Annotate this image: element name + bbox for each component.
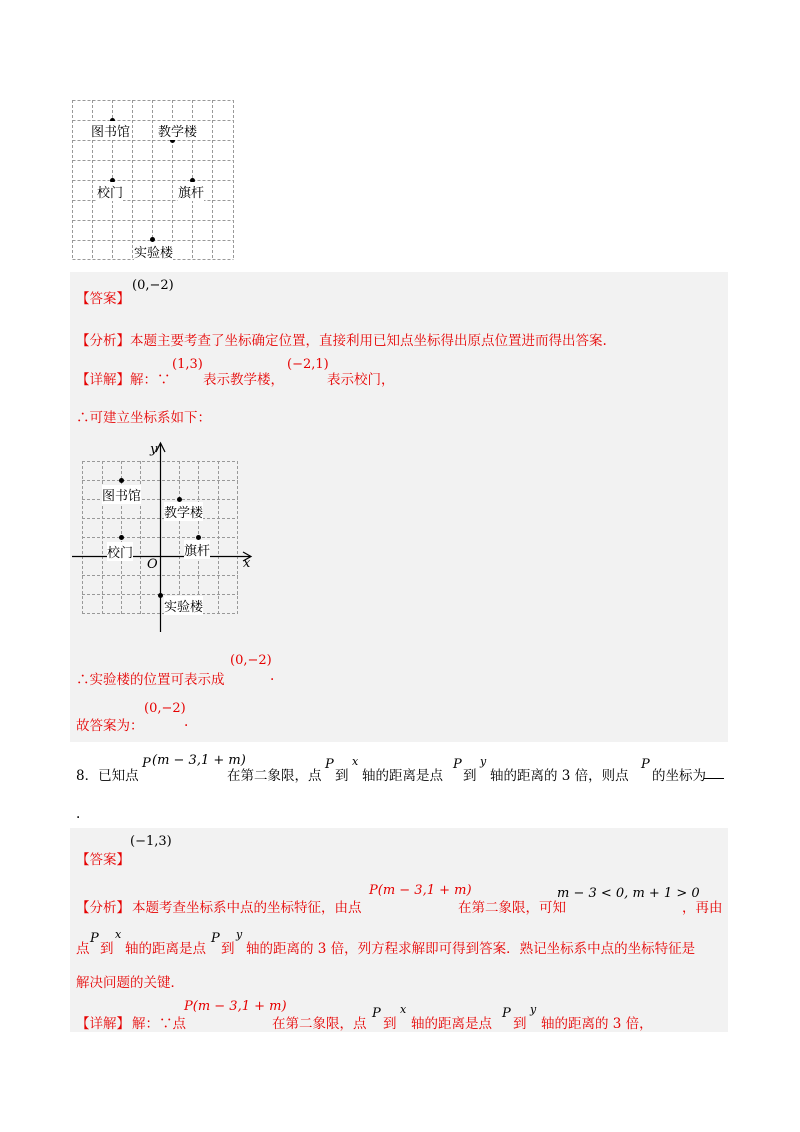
flagpole-label: 旗杆: [184, 540, 210, 559]
q8-analysis-inequality: m − 3 < 0, m + 1 > 0: [557, 886, 700, 901]
flagpole-label: 旗杆: [178, 182, 204, 201]
lab-building-point: [158, 593, 163, 598]
q8-text-4: 到: [463, 768, 477, 784]
q7-detail-tag: 【详解】: [76, 372, 130, 388]
q7-analysis-line: [76, 329, 607, 349]
q7-detail-point-2: (−2,1): [287, 357, 329, 372]
q7-final-text: 故答案为：: [76, 718, 144, 734]
q8-detail-6: 轴的距离的 3 倍，: [541, 1016, 653, 1032]
q8-analysis-5: 到: [100, 941, 114, 957]
q8-analysis-p1: P: [90, 931, 99, 946]
q8-blank-period: .: [76, 806, 81, 822]
q7-detail-text-1: 表示教学楼，: [203, 372, 284, 388]
q7-detail-text-2: 表示校门，: [327, 372, 395, 388]
y-axis-label: y: [150, 442, 158, 457]
q7-analysis-tag: 【分析】: [76, 333, 130, 349]
q8-detail-2: 在第二象限，点: [272, 1016, 367, 1032]
q7-answer-line: [76, 287, 130, 307]
q8-analysis-7: 到: [221, 941, 235, 957]
q8-text-6: 的坐标为: [652, 768, 706, 784]
q8-analysis-9: 解决问题的关键．: [76, 975, 184, 991]
q8-point-p3: P: [453, 757, 462, 772]
q7-detail-pre: 解：∵: [130, 372, 171, 388]
q8-text-2: 到: [335, 768, 349, 784]
q8-detail-5: 到: [513, 1016, 527, 1032]
q8-point-p: P: [142, 756, 151, 771]
q8-analysis-y: y: [236, 928, 243, 941]
q8-analysis-p2: P: [211, 931, 220, 946]
q7-analysis-text: 本题主要考查了坐标确定位置，直接利用已知点坐标得出原点位置进而得出答案.: [130, 333, 607, 349]
q8-analysis-6: 轴的距离是点: [125, 941, 206, 957]
library-point: [119, 478, 124, 483]
teaching-building-label: 教学楼: [158, 121, 197, 140]
q8-analysis-1: 本题考查坐标系中点的坐标特征，由点: [132, 900, 362, 916]
x-axis-label: x: [243, 556, 251, 571]
q7-result-text: ∴实验楼的位置可表示成: [76, 672, 225, 688]
school-gate-point: [119, 535, 124, 540]
q7-detail-point-1: (1,3): [172, 357, 203, 372]
q8-text-1: 在第二象限，点: [227, 768, 322, 784]
q8-analysis-2: 在第二象限，可知: [458, 900, 566, 916]
school-gate-label: 校门: [97, 182, 123, 201]
q8-answer-box: [70, 828, 728, 1032]
teaching-building-label: 教学楼: [164, 502, 203, 521]
q8-y-var: y: [480, 755, 487, 768]
q8-detail-p2: P: [502, 1006, 511, 1021]
q8-detail-p1: P: [372, 1006, 381, 1021]
q8-detail-4: 轴的距离是点: [411, 1016, 492, 1032]
q8-text-3: 轴的距离是点: [362, 768, 443, 784]
q7-detail-line: [76, 368, 171, 388]
q7-result-period: .: [270, 668, 275, 684]
q7-result-math: (0,−2): [230, 653, 272, 668]
q8-analysis-coord: P(m − 3,1 + m): [369, 883, 472, 898]
lab-building-label: 实验楼: [134, 242, 173, 261]
library-label: 图书馆: [91, 121, 130, 140]
library-label: 图书馆: [102, 485, 141, 504]
q8-point-coord: (m − 3,1 + m): [152, 753, 246, 768]
school-gate-label: 校门: [107, 542, 133, 561]
q7-answer-tag: 【答案】: [76, 291, 130, 307]
q8-answer-tag: 【答案】: [76, 852, 130, 868]
q8-detail-y: y: [530, 1003, 537, 1016]
q8-detail-x: x: [400, 1003, 407, 1016]
q8-analysis-4: 点: [76, 941, 90, 957]
origin-label: O: [147, 557, 158, 572]
coordinate-figure: [70, 440, 270, 636]
q8-point-p2: P: [325, 757, 334, 772]
q7-therefore-line: ∴可建立坐标系如下：: [76, 410, 211, 426]
lab-building-label: 实验楼: [164, 596, 203, 615]
q8-detail-coord: P(m − 3,1 + m): [184, 999, 287, 1014]
q8-x-var: x: [352, 755, 359, 768]
q8-number: 8．已知点: [76, 768, 139, 784]
q8-answer-blank: [704, 778, 724, 779]
q7-final-math: (0,−2): [144, 701, 186, 716]
q7-answer-math: (0,−2): [132, 278, 174, 293]
q8-detail-tag: 【详解】: [76, 1016, 130, 1032]
q8-analysis-x: x: [115, 928, 122, 941]
q8-analysis-tag: 【分析】: [76, 900, 130, 916]
q8-text-5: 轴的距离的 3 倍，则点: [490, 768, 629, 784]
map-grid-figure: [72, 100, 234, 260]
q8-detail-1: 解：∵点: [132, 1016, 186, 1032]
q8-point-p4: P: [641, 757, 650, 772]
q8-answer-math: (−1,3): [130, 834, 172, 849]
q7-final-period: .: [184, 714, 189, 730]
q8-detail-3: 到: [383, 1016, 397, 1032]
q8-analysis-8: 轴的距离的 3 倍，列方程求解即可得到答案．熟记坐标系中点的坐标特征是: [246, 941, 696, 957]
q8-analysis-3: ，再由: [682, 900, 723, 916]
